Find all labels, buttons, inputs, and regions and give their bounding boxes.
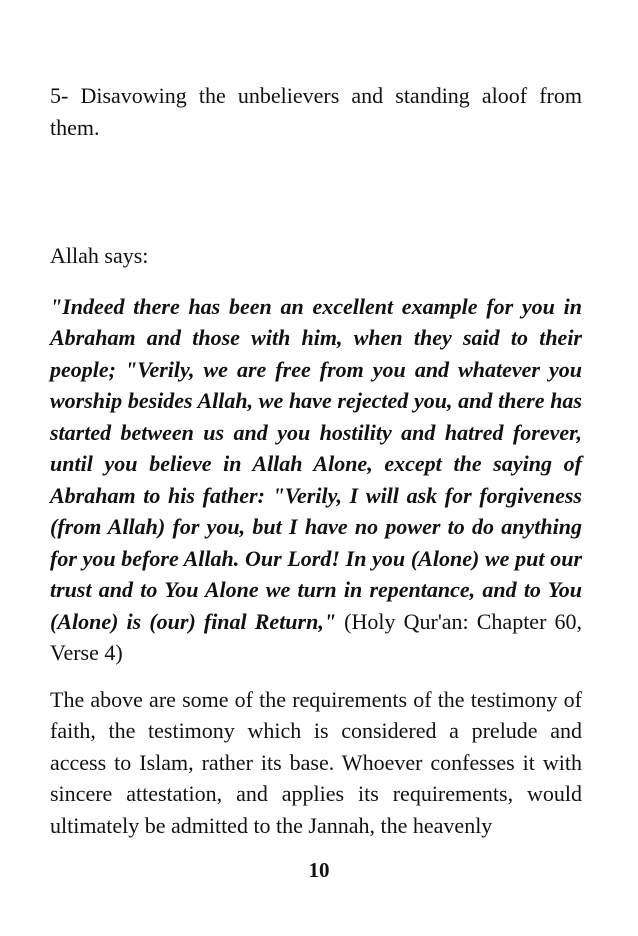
body-paragraph: The above are some of the requirements of the testimony of faith, the testimony which is considered a prelude and access to Islam, rather its base. Whoever confesses it with sincere attestation, and applies its requirements, would ultimately be admitted to the Jannah, the heavenly bbox=[50, 686, 582, 838]
quran-quote bbox=[50, 291, 582, 669]
quran-reference: (Holy Qur'an: Chapter 60, Verse 4) bbox=[50, 608, 582, 665]
allah-says-label: Allah says: bbox=[50, 243, 149, 268]
point-5-text: 5- Disavowing the unbelievers and standing aloof from them. bbox=[50, 83, 582, 140]
page-number: 10 bbox=[308, 858, 330, 882]
quran-verse-text: "Indeed there has been an excellent example for you in Abraham and those with him, when they said to their people; "Verily, we are free from you and whatever you worship besides Allah, we have rejected you, and there has started between us and you hostility and hatred forever, until you believe in Allah Alone, except the saying of Abraham to his father: "Verily, I will ask for forgiveness (from Allah) for you, but I have no power to do anything for you before Allah. Our Lord! In you (Alone) we put our trust and to You Alone we turn in repentance, and to You (Alone) is (our) final Return," bbox=[50, 293, 582, 634]
page-content bbox=[50, 80, 582, 841]
